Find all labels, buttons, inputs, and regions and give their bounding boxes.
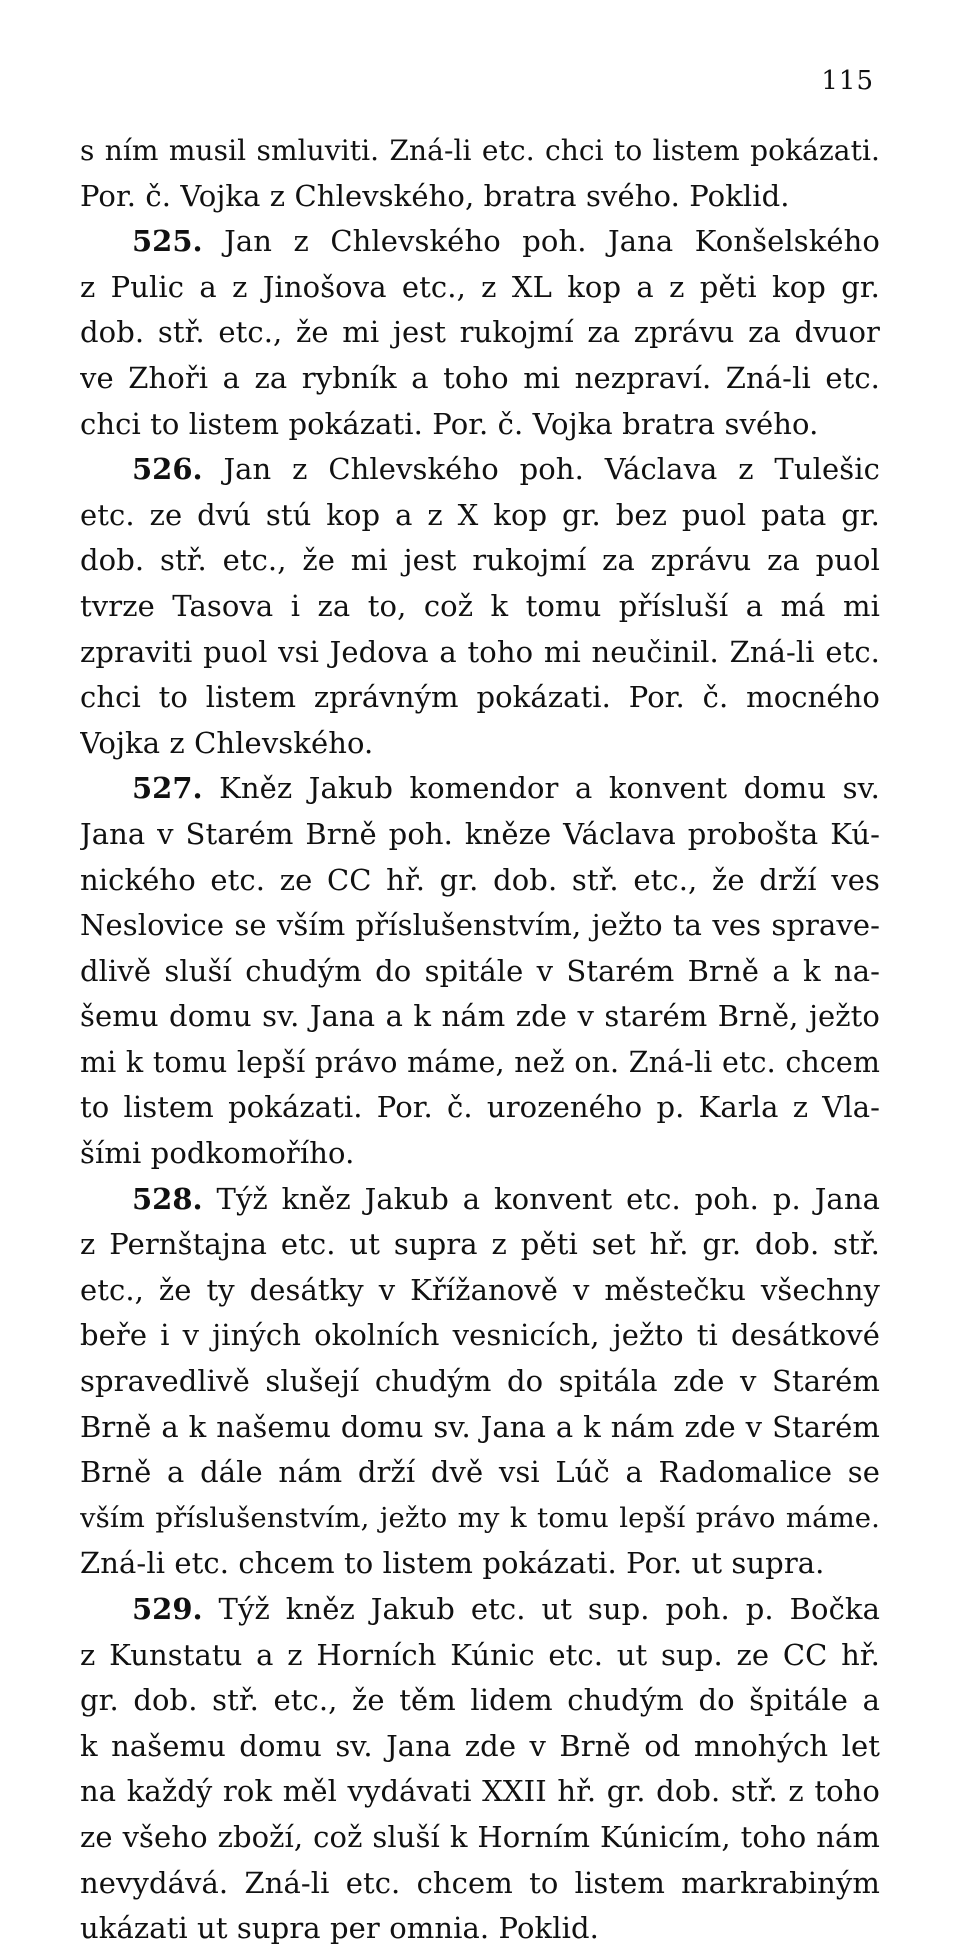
line-text: Vojka z Chlevského.	[80, 725, 374, 760]
line-text: Jan z Chlevského poh. Václava z Tulešic	[202, 452, 880, 487]
line-text: Kněz Jakub komendor a konvent domu sv.	[202, 771, 880, 806]
entry-number: 527.	[132, 771, 203, 806]
line-text: z Pulic a z Jinošova etc., z XL kop a z pěti kop gr.	[80, 269, 880, 304]
line-text: zpraviti puol vsi Jedova a toho mi neučinil. Zná-li etc.	[80, 634, 880, 669]
line-text: beře i v jiných okolních vesnicích, ježto ti desátkové	[80, 1318, 880, 1353]
line-text: to listem pokázati. Por. č. urozeného p. Karla z Vla-	[80, 1090, 880, 1125]
line-text: Brně a dále nám drží dvě vsi Lúč a Radomalice se	[80, 1455, 880, 1490]
text-line	[80, 1450, 880, 1496]
entry-number: 526.	[132, 452, 203, 487]
text-line	[80, 219, 880, 265]
text-line	[80, 1769, 880, 1815]
entry-number: 525.	[132, 224, 203, 259]
line-text: Jana v Starém Brně poh. kněze Václava probošta Kú-	[80, 816, 880, 851]
text-line	[80, 812, 880, 858]
text-line	[80, 994, 880, 1040]
text-line	[80, 1131, 880, 1177]
line-text: k našemu domu sv. Jana zde v Brně od mnohých let	[80, 1728, 880, 1763]
text-line	[80, 1359, 880, 1405]
text-line	[80, 174, 880, 220]
line-text: ve Zhoři a za rybník a toho mi nezpraví. Zná-li etc.	[80, 360, 880, 395]
text-line	[80, 630, 880, 676]
text-line	[80, 949, 880, 995]
line-text: na každý rok měl vydávati XXII hř. gr. dob. stř. z toho	[80, 1774, 880, 1809]
text-line	[80, 1496, 880, 1542]
line-text: dob. stř. etc., že mi jest rukojmí za zprávu za puol	[80, 543, 880, 578]
text-line	[80, 903, 880, 949]
line-text: s ním musil smluviti. Zná-li etc. chci to listem pokázati.	[80, 134, 880, 167]
line-text: gr. dob. stř. etc., že těm lidem chudým do špitále a	[80, 1683, 880, 1718]
text-line	[80, 356, 880, 402]
line-text: Jan z Chlevského poh. Jana Konšelského	[202, 224, 880, 259]
text-line	[80, 1587, 880, 1633]
text-line	[80, 1040, 880, 1086]
line-text: chci to listem pokázati. Por. č. Vojka bratra svého.	[80, 406, 819, 441]
text-line	[80, 128, 880, 174]
text-line	[80, 447, 880, 493]
text-line	[80, 1906, 880, 1952]
line-text: nického etc. ze CC hř. gr. dob. stř. etc., že drží ves	[80, 862, 880, 897]
line-text: z Kunstatu a z Horních Kúnic etc. ut sup. ze CC hř.	[80, 1637, 880, 1672]
text-line	[80, 584, 880, 630]
line-text: etc., že ty desátky v Křížanově v městečku všechny	[80, 1272, 880, 1307]
text-line	[80, 721, 880, 767]
line-text: spravedlivě slušejí chudým do spitála zde v Starém	[80, 1364, 880, 1399]
text-line	[80, 1541, 880, 1587]
line-text: Por. č. Vojka z Chlevského, bratra svého. Poklid.	[80, 178, 790, 213]
line-text: Neslovice se vším příslušenstvím, ježto ta ves sprave-	[80, 908, 880, 943]
page-number: 115	[821, 66, 874, 96]
text-line	[80, 493, 880, 539]
line-text: Brně a k našemu domu sv. Jana a k nám zde v Starém	[80, 1409, 880, 1444]
text-line	[80, 1815, 880, 1861]
line-text: ze všeho zboží, což sluší k Horním Kúnicím, toho nám	[80, 1819, 880, 1854]
line-text: tvrze Tasova i za to, což k tomu přísluší a má mi	[80, 588, 880, 623]
line-text: vším příslušenstvím, ježto my k tomu lepší právo máme.	[80, 1501, 880, 1534]
line-text: z Pernštajna etc. ut supra z pěti set hř. gr. dob. stř.	[80, 1227, 880, 1262]
line-text: chci to listem zprávným pokázati. Por. č. mocného	[80, 680, 880, 715]
text-line	[80, 310, 880, 356]
text-line	[80, 1678, 880, 1724]
line-text: Zná-li etc. chcem to listem pokázati. Por. ut supra.	[80, 1546, 825, 1581]
line-text: dob. stř. etc., že mi jest rukojmí za zprávu za dvuor	[80, 315, 880, 350]
line-text: ukázati ut supra per omnia. Poklid.	[80, 1911, 599, 1946]
text-line	[80, 1268, 880, 1314]
text-line	[80, 1177, 880, 1223]
text-line	[80, 538, 880, 584]
line-text: etc. ze dvú stú kop a z X kop gr. bez puol pata gr.	[80, 497, 880, 532]
text-line	[80, 1313, 880, 1359]
text-line	[80, 402, 880, 448]
text-line	[80, 1222, 880, 1268]
text-line	[80, 1633, 880, 1679]
text-line	[80, 1724, 880, 1770]
document-body	[80, 128, 880, 1952]
line-text: Týž kněz Jakub a konvent etc. poh. p. Jana	[202, 1181, 880, 1216]
line-text: dlivě sluší chudým do spitále v Starém Brně a k na-	[80, 953, 880, 988]
line-text: nevydává. Zná-li etc. chcem to listem markrabiným	[80, 1865, 880, 1900]
text-line	[80, 1085, 880, 1131]
text-line	[80, 675, 880, 721]
entry-number: 529.	[132, 1592, 203, 1626]
entry-number: 528.	[132, 1181, 203, 1216]
text-line	[80, 766, 880, 812]
line-text: šími podkomořího.	[80, 1136, 355, 1171]
text-line	[80, 265, 880, 311]
text-line	[80, 1861, 880, 1907]
text-line	[80, 858, 880, 904]
line-text: mi k tomu lepší právo máme, než on. Zná-li etc. chcem	[80, 1045, 880, 1079]
line-text: Týž kněz Jakub etc. ut sup. poh. p. Bočka	[202, 1592, 880, 1626]
line-text: šemu domu sv. Jana a k nám zde v starém Brně, ježto	[80, 999, 880, 1034]
text-line	[80, 1405, 880, 1451]
